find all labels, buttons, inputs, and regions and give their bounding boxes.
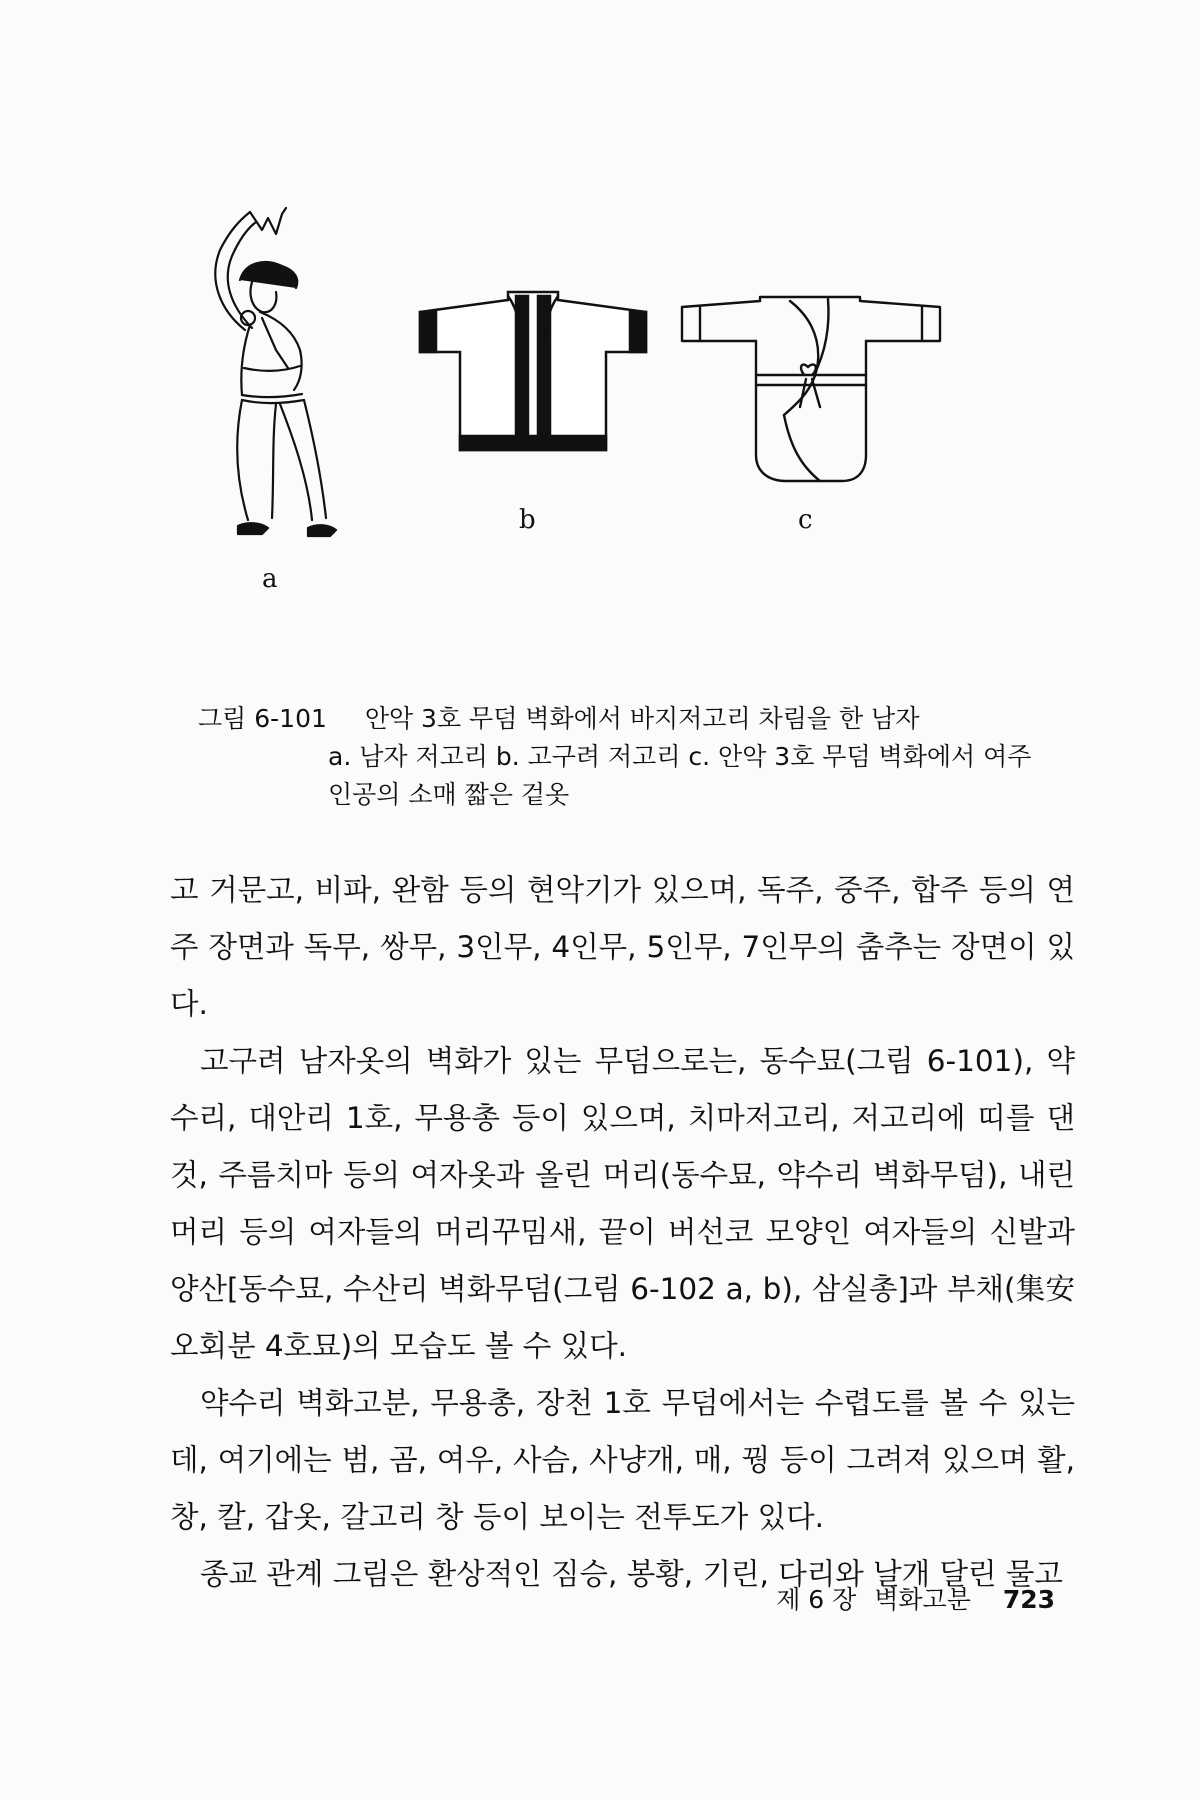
body-text <box>170 862 1075 1603</box>
footer-chapter: 제 6 장 <box>776 1585 857 1614</box>
caption-line-3: 인공의 소매 짧은 겉옷 <box>328 780 570 809</box>
man-figure-icon <box>190 200 360 550</box>
caption-title: 안악 3호 무덤 벽화에서 바지저고리 차림을 한 남자 <box>364 704 920 733</box>
paragraph-1: 고 거문고, 비파, 완함 등의 현악기가 있으며, 독주, 중주, 합주 등의 연주 장면과 독무, 쌍무, 3인무, 4인무, 5인무, 7인무의 춤추는 장면이 있다. <box>170 873 1075 1021</box>
short-sleeve-coat-icon <box>680 295 942 485</box>
paragraph-3: 약수리 벽화고분, 무용총, 장천 1호 무덤에서는 수렵도를 볼 수 있는데, 여기에는 범, 곰, 여우, 사슴, 사냥개, 매, 꿩 등이 그려져 있으며 활, 창, 칼, 갑옷, 갈고리 창 등이 보이는 전투도가 있다. <box>170 1386 1075 1534</box>
figure-label-a: a <box>262 564 278 594</box>
caption-title-line <box>198 700 1078 738</box>
page-number: 723 <box>1002 1585 1055 1614</box>
paragraph-4: 종교 관계 그림은 환상적인 짐승, 봉황, 기린, 다리와 날개 달린 물고 <box>200 1557 1063 1591</box>
page-footer <box>776 1580 1055 1616</box>
figure-label-c: c <box>798 505 813 535</box>
goguryeo-jacket-icon <box>418 290 648 460</box>
paragraph-2: 고구려 남자옷의 벽화가 있는 무덤으로는, 동수묘(그림 6-101), 약수리, 대안리 1호, 무용총 등이 있으며, 치마저고리, 저고리에 띠를 댄 것, 주름치마 등의 여자옷과 올린 머리(동수묘, 약수리 벽화무덤), 내린 머리 등의 여자들의 머리꾸밈새, 끝이 버선코 모양인 여자들의 신발과 양산[동수묘, 수산리 벽화무덤(그림 6-102 a, b), 삼실총]과 부채(集安 오회분 4호묘)의 모습도 볼 수 있다. <box>170 1044 1075 1363</box>
caption-line-2: a. 남자 저고리 b. 고구려 저고리 c. 안악 3호 무덤 벽화에서 여주 <box>328 742 1032 771</box>
figure-6-101 <box>170 200 1090 680</box>
caption-number: 그림 6-101 <box>198 704 327 733</box>
footer-section: 벽화고분 <box>874 1585 971 1614</box>
figure-caption <box>198 700 1078 814</box>
figure-label-b: b <box>519 505 536 535</box>
